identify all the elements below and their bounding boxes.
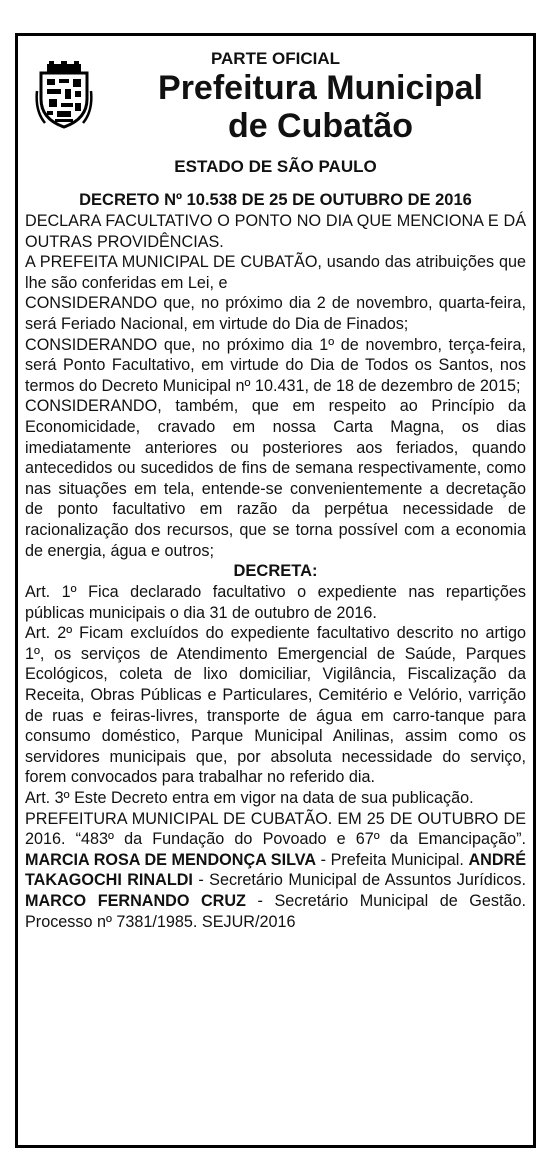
decree-preamble: A PREFEITA MUNICIPAL DE CUBATÃO, usando das atribuições que lhe são conferidas em Lei, e [25, 253, 526, 292]
article-1: Art. 1º Fica declarado facultativo o expediente nas repartições públicas municipais o dia 31 de outubro de 2016. [25, 583, 526, 622]
state-label: ESTADO DE SÃO PAULO [174, 157, 377, 176]
considering-paragraph: CONSIDERANDO que, no próximo dia 2 de novembro, quarta-feira, será Feriado Nacional, em virtude do Dia de Finados; [25, 294, 526, 333]
city-coat-of-arms-icon [35, 61, 93, 131]
closing-paragraph [25, 809, 526, 933]
considering-paragraph: CONSIDERANDO, também, que em respeito ao Princípio da Economicidade, cravado em nossa Carta Magna, os dias imediatamente anteriores ou posteriores aos feriados, quando antecedidos ou sucedidos de fins de semana respectivamente, como nas situações em tela, entende-se convenientemente a decretação de ponto facultativo em razão da perpétua necessidade de racionalização dos recursos, que se torna possível com a economia de energia, água e outros; [25, 397, 526, 560]
article-2: Art. 2º Ficam excluídos do expediente facultativo descrito no artigo 1º, os serviços de Atendimento Emergencial de Saúde, Parques Ecológicos, coleta de lixo domiciliar, Vigilância, Fiscalização da Receita, Obras Públicas e Particulares, Cemitério e Velório, varrição de ruas e feiras-livres, transporte de água em carro-tanque para consumo doméstico, Parque Municipal Anilinas, assim como os servidores municipais que, por absoluta necessidade do serviço, forem convocados para trabalhar no referido dia. [25, 624, 526, 787]
signer-name: MARCO FERNANDO CRUZ [25, 892, 246, 910]
decree-title: DECRETO Nº 10.538 DE 25 DE OUTUBRO DE 2016 [79, 191, 472, 209]
section-label: PARTE OFICIAL [210, 49, 341, 68]
signer-role: - Secretário Municipal de Gestão. Processo nº 7381/1985. SEJUR/2016 [25, 892, 526, 931]
page-title-line-1: Prefeitura Municipal [158, 69, 483, 107]
decreta-heading: DECRETA: [233, 562, 318, 581]
official-notice [15, 33, 536, 1148]
signer-role: - Secretário Municipal de Assuntos Jurídicos. [198, 871, 526, 890]
decree-summary: DECLARA FACULTATIVO O PONTO NO DIA QUE MENCIONA E DÁ OUTRAS PROVIDÊNCIAS. [25, 212, 526, 251]
signer-role: - Prefeita Municipal. [320, 850, 464, 869]
decree-body [25, 211, 526, 932]
closing-text: PREFEITURA MUNICIPAL DE CUBATÃO. EM 25 DE OUTUBRO DE 2016. “483º da Fundação do Povoado e 67º da Emancipação”. [25, 809, 526, 849]
signer-name: ANDRÉ TAKAGOCHI RINALDI [25, 850, 526, 890]
article-3: Art. 3º Este Decreto entra em vigor na data de sua publicação. [25, 789, 474, 808]
page-title-line-2: de Cubatão [227, 107, 414, 145]
considering-paragraph: CONSIDERANDO que, no próximo dia 1º de novembro, terça-feira, será Ponto Facultativo, em virtude do Dia de Todos os Santos, nos termos do Decreto Municipal nº 10.431, de 18 de dezembro de 2015; [25, 335, 526, 395]
notice-header [25, 43, 526, 188]
signer-name: MARCIA ROSA DE MENDONÇA SILVA [25, 850, 317, 869]
